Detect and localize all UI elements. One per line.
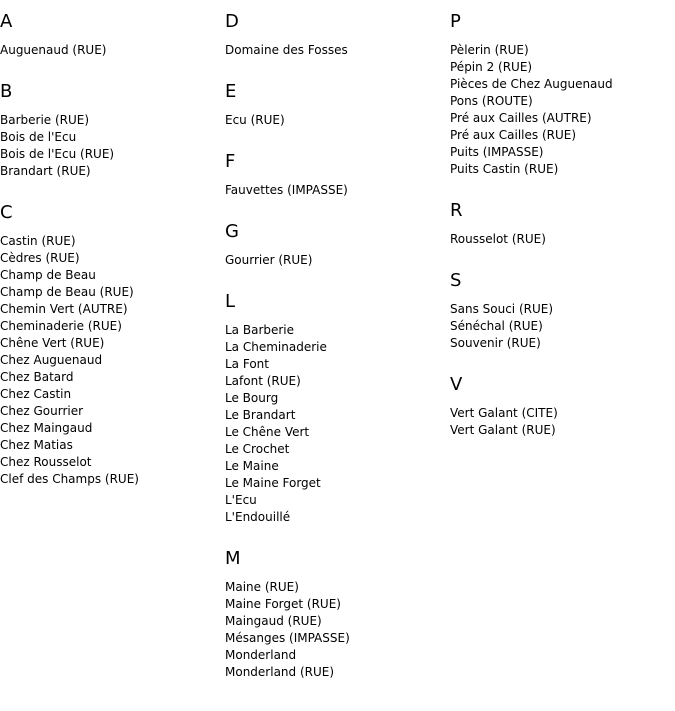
street-link[interactable]: La Font	[225, 357, 269, 371]
section-letter-heading: B	[0, 81, 13, 102]
street-link[interactable]: Brandart (RUE)	[0, 164, 91, 178]
street-link[interactable]: L'Endouillé	[225, 510, 291, 524]
street-link[interactable]: Pièces de Chez Auguenaud	[450, 77, 613, 91]
street-link[interactable]: L'Ecu	[225, 493, 257, 507]
street-list	[450, 405, 675, 439]
street-link[interactable]: Sans Souci (RUE)	[450, 302, 554, 316]
street-link[interactable]: Pons (ROUTE)	[450, 94, 533, 108]
street-link[interactable]: Le Maine	[225, 459, 279, 473]
section-letter-heading: V	[450, 374, 463, 395]
section-letter-heading: S	[450, 270, 462, 291]
street-list	[450, 42, 675, 178]
street-link[interactable]: Chez Batard	[0, 370, 74, 384]
street-link[interactable]: Bois de l'Ecu (RUE)	[0, 147, 115, 161]
street-link[interactable]: Le Maine Forget	[225, 476, 321, 490]
street-link[interactable]: Le Bourg	[225, 391, 279, 405]
index-column-1	[0, 0, 225, 488]
street-link[interactable]: Puits (IMPASSE)	[450, 145, 544, 159]
letter-section	[225, 151, 450, 199]
street-link[interactable]: Chemin Vert (AUTRE)	[0, 302, 128, 316]
section-letter-heading: P	[450, 11, 461, 32]
index-column-2	[225, 0, 450, 681]
street-link[interactable]: Rousselot (RUE)	[450, 232, 546, 246]
street-link[interactable]: Champ de Beau (RUE)	[0, 285, 134, 299]
letter-section	[0, 202, 225, 488]
street-link[interactable]: Pépin 2 (RUE)	[450, 60, 533, 74]
street-list	[225, 42, 450, 59]
street-link[interactable]: Domaine des Fosses	[225, 43, 348, 57]
street-link[interactable]: Monderland	[225, 648, 297, 662]
street-link[interactable]: Chez Castin	[0, 387, 72, 401]
street-link[interactable]: Pré aux Cailles (RUE)	[450, 128, 577, 142]
street-link[interactable]: Vert Galant (CITE)	[450, 406, 558, 420]
street-link[interactable]: Pré aux Cailles (AUTRE)	[450, 111, 592, 125]
street-link[interactable]: Fauvettes (IMPASSE)	[225, 183, 348, 197]
section-letter-heading: F	[225, 151, 236, 172]
street-link[interactable]: Puits Castin (RUE)	[450, 162, 559, 176]
letter-section	[0, 81, 225, 180]
street-link[interactable]: Le Crochet	[225, 442, 290, 456]
street-link[interactable]: Lafont (RUE)	[225, 374, 301, 388]
street-link[interactable]: Bois de l'Ecu	[0, 130, 77, 144]
section-letter-heading: D	[225, 11, 239, 32]
street-link[interactable]: La Barberie	[225, 323, 295, 337]
index-column-3	[450, 0, 675, 439]
street-link[interactable]: Maingaud (RUE)	[225, 614, 322, 628]
section-letter-heading: L	[225, 291, 236, 312]
section-letter-heading: G	[225, 221, 239, 242]
street-link[interactable]: Maine Forget (RUE)	[225, 597, 341, 611]
street-link[interactable]: Chez Maingaud	[0, 421, 93, 435]
street-link[interactable]: Gourrier (RUE)	[225, 253, 313, 267]
street-list	[0, 112, 225, 180]
street-link[interactable]: Ecu (RUE)	[225, 113, 285, 127]
street-link[interactable]: Chez Auguenaud	[0, 353, 103, 367]
letter-section	[225, 81, 450, 129]
letter-section	[450, 11, 675, 178]
letter-section	[0, 11, 225, 59]
street-list	[225, 579, 450, 681]
street-link[interactable]: La Cheminaderie	[225, 340, 327, 354]
street-link[interactable]: Cèdres (RUE)	[0, 251, 80, 265]
letter-section	[225, 221, 450, 269]
street-link[interactable]: Auguenaud (RUE)	[0, 43, 107, 57]
letter-section	[450, 200, 675, 248]
section-letter-heading: C	[0, 202, 13, 223]
street-link[interactable]: Mésanges (IMPASSE)	[225, 631, 350, 645]
street-list	[450, 301, 675, 352]
street-link[interactable]: Chêne Vert (RUE)	[0, 336, 105, 350]
section-letter-heading: R	[450, 200, 463, 221]
letter-section	[450, 270, 675, 352]
section-letter-heading: A	[0, 11, 13, 32]
street-link[interactable]: Chez Matias	[0, 438, 73, 452]
street-list	[0, 233, 225, 488]
street-link[interactable]: Sénéchal (RUE)	[450, 319, 543, 333]
street-link[interactable]: Pèlerin (RUE)	[450, 43, 529, 57]
street-link[interactable]: Monderland (RUE)	[225, 665, 335, 679]
street-list	[225, 112, 450, 129]
street-link[interactable]: Chez Gourrier	[0, 404, 84, 418]
street-list	[450, 231, 675, 248]
street-link[interactable]: Le Chêne Vert	[225, 425, 310, 439]
street-list	[0, 42, 225, 59]
street-link[interactable]: Souvenir (RUE)	[450, 336, 541, 350]
section-letter-heading: E	[225, 81, 237, 102]
street-link[interactable]: Chez Rousselot	[0, 455, 92, 469]
letter-section	[225, 291, 450, 526]
letter-section	[225, 11, 450, 59]
letter-section	[225, 548, 450, 681]
street-list	[225, 252, 450, 269]
section-letter-heading: M	[225, 548, 241, 569]
street-link[interactable]: Champ de Beau	[0, 268, 96, 282]
street-link[interactable]: Castin (RUE)	[0, 234, 76, 248]
street-link[interactable]: Vert Galant (RUE)	[450, 423, 556, 437]
street-link[interactable]: Maine (RUE)	[225, 580, 299, 594]
street-link[interactable]: Clef des Champs (RUE)	[0, 472, 139, 486]
street-link[interactable]: Barberie (RUE)	[0, 113, 90, 127]
street-link[interactable]: Cheminaderie (RUE)	[0, 319, 122, 333]
letter-section	[450, 374, 675, 439]
street-list	[225, 322, 450, 526]
street-link[interactable]: Le Brandart	[225, 408, 296, 422]
street-list	[225, 182, 450, 199]
